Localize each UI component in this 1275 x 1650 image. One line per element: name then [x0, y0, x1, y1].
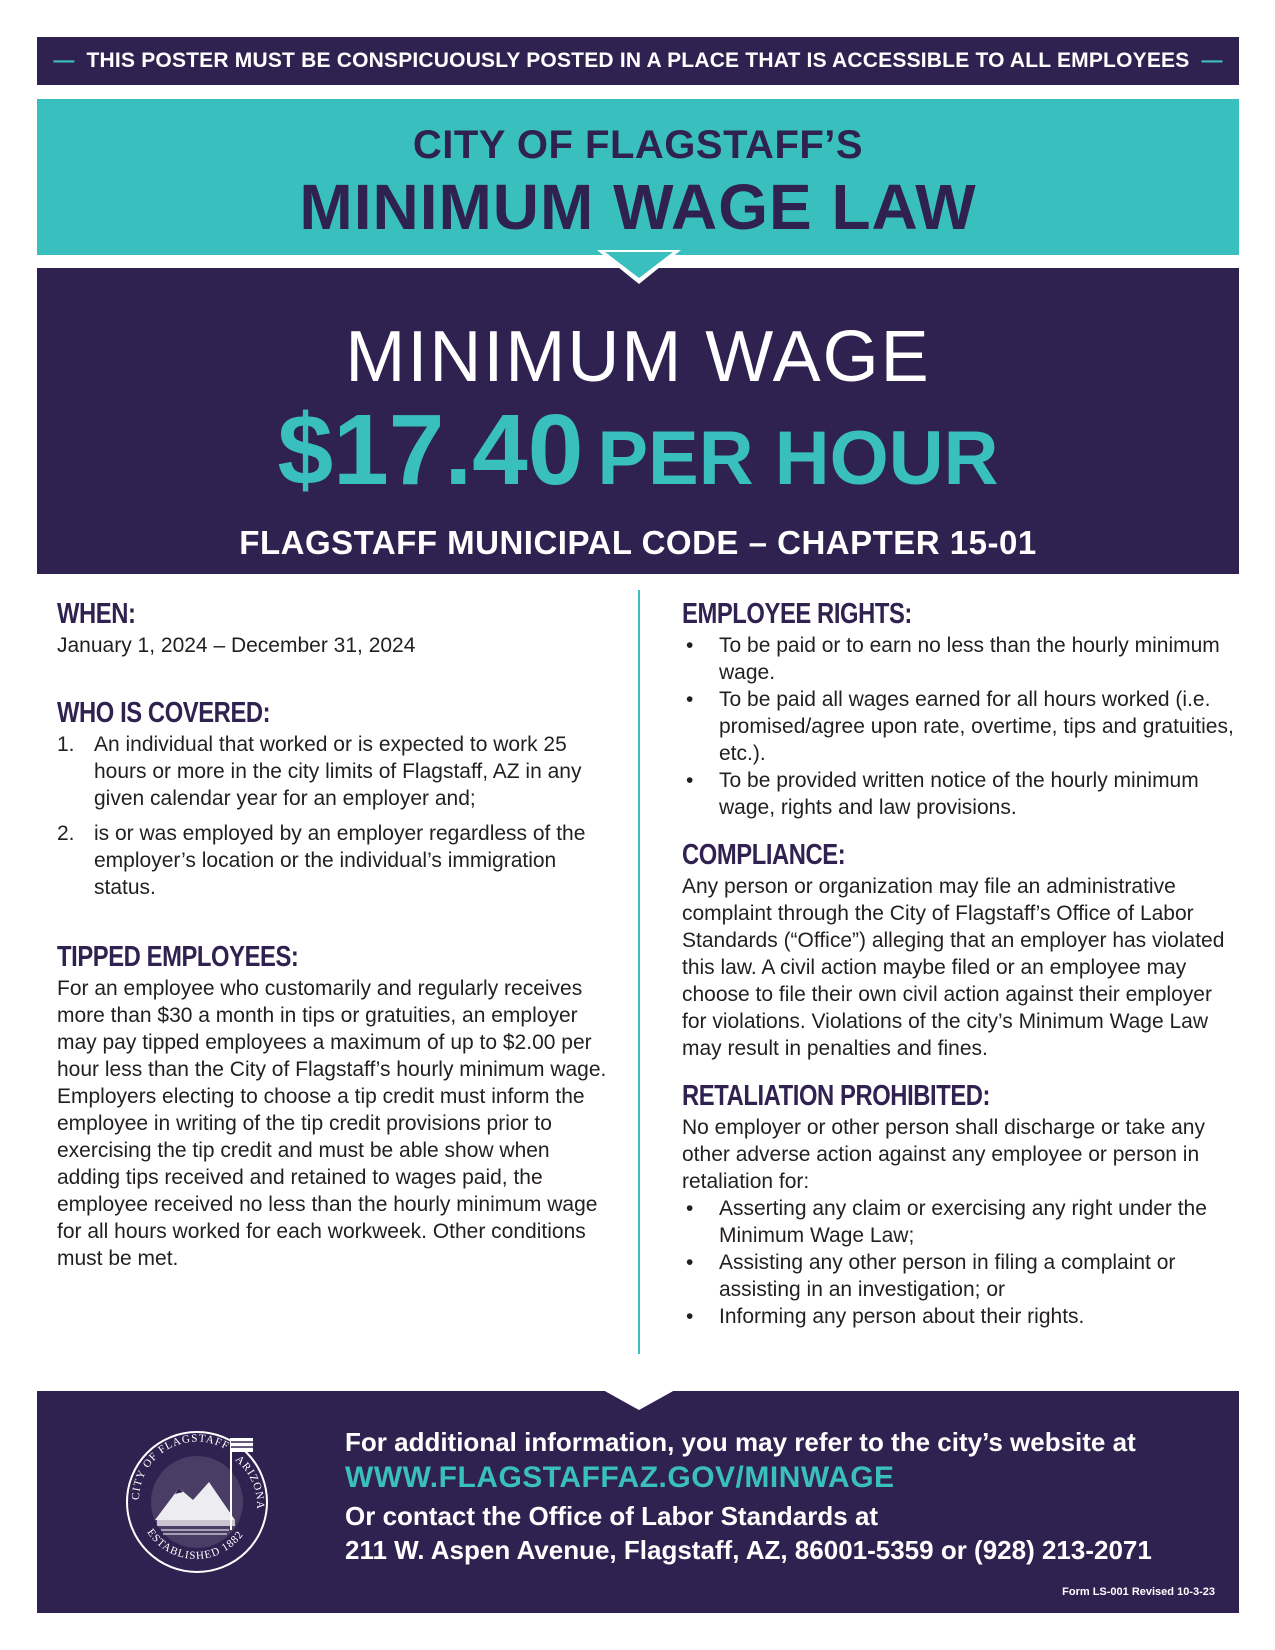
form-revision: Form LS-001 Revised 10-3-23	[1062, 1586, 1215, 1598]
posting-notice-banner	[37, 37, 1239, 85]
title-law: MINIMUM WAGE LAW	[299, 171, 977, 243]
covered-list	[57, 731, 617, 901]
left-column	[57, 596, 617, 1272]
when-dates: January 1, 2024 – December 31, 2024	[57, 634, 416, 657]
list-item: 1. An individual that worked or is expected to work 25 hours or more in the city limits of Flagstaff, AZ in any given calendar year for an employer and;	[57, 733, 582, 810]
rights-heading: EMPLOYEE RIGHTS:	[682, 598, 912, 630]
list-item: • To be provided written notice of the hourly minimum wage, rights and law provisions.	[686, 769, 1199, 819]
seal-bottom-text: ESTABLISHED 1882	[144, 1526, 247, 1563]
municipal-code: FLAGSTAFF MUNICIPAL CODE – CHAPTER 15-01	[239, 524, 1037, 561]
wage-rate	[37, 394, 1239, 506]
website-link[interactable]: WWW.FLAGSTAFFAZ.GOV/MINWAGE	[345, 1461, 895, 1494]
rights-list	[682, 632, 1242, 821]
list-item: • Asserting any claim or exercising any right under the Minimum Wage Law;	[686, 1197, 1207, 1247]
column-divider	[638, 590, 640, 1354]
list-item: 2. is or was employed by an employer regardless of the employer’s location or the individual’s immigration status.	[57, 822, 586, 899]
banner-text: THIS POSTER MUST BE CONSPICUOUSLY POSTED IN A PLACE THAT IS ACCESSIBLE TO ALL EMPLOYEES	[86, 49, 1190, 72]
list-item: • To be paid all wages earned for all hours worked (i.e. promised/agree upon rate, overtime, tips and gratuities, etc.).	[686, 688, 1234, 765]
title-city: CITY OF FLAGSTAFF’S	[412, 123, 864, 167]
tipped-heading: TIPPED EMPLOYEES:	[57, 941, 299, 973]
list-item: • Informing any person about their rights.	[686, 1305, 1085, 1328]
seal-top-text: CITY OF FLAGSTAFF	[129, 1432, 232, 1501]
tipped-text: For an employee who customarily and regularly receives more than $30 a month in tips or gratuities, an employer may pay tipped employees a maximum of up to $2.00 per hour less than the City of Flagstaff’s hourly minimum wage. Employers electing to choose a tip credit must inform the employee in writing of the tip credit provisions prior to exercising the tip credit and must be able show when adding tips received and retained to wages paid, the employee received no less than the hourly minimum wage for all hours worked for each workweek. Other conditions must be met.	[57, 977, 607, 1270]
compliance-text: Any person or organization may file an administrative complaint through the City of Flagstaff’s Office of Labor Standards (“Office”) alleging that an employer has violated this law. A civil action maybe filed or an employee may choose to file their own civil action against their employer for violations. Violations of the city’s Minimum Wage Law may result in penalties and fines.	[682, 875, 1225, 1060]
retaliation-heading: RETALIATION PROHIBITED:	[682, 1080, 991, 1112]
right-column	[682, 596, 1242, 1330]
seal-side-text: ARIZONA	[233, 1453, 266, 1510]
footer-chevron	[603, 1390, 675, 1410]
wage-unit: PER HOUR	[597, 416, 999, 501]
list-item: • Assisting any other person in filing a complaint or assisting in an investigation; or	[686, 1251, 1176, 1301]
footer-info-line: For additional information, you may refer to the city’s website at	[345, 1427, 1136, 1457]
compliance-heading: COMPLIANCE:	[682, 839, 846, 871]
title-header	[37, 99, 1239, 255]
footer-contact	[345, 1425, 1152, 1567]
covered-heading: WHO IS COVERED:	[57, 697, 271, 729]
banner-dash-left: —	[53, 49, 75, 72]
when-heading: WHEN:	[57, 598, 136, 630]
title-chevron	[605, 252, 673, 278]
wage-heading: MINIMUM WAGE	[345, 317, 931, 397]
footer-address: 211 W. Aspen Avenue, Flagstaff, AZ, 86001-5359 or (928) 213-2071	[345, 1535, 1152, 1565]
wage-amount: $17.40	[277, 394, 584, 506]
footer-contact-line: Or contact the Office of Labor Standards at	[345, 1501, 879, 1531]
retaliation-list	[682, 1195, 1242, 1330]
banner-dash-right: —	[1201, 49, 1223, 72]
list-item: • To be paid or to earn no less than the hourly minimum wage.	[686, 634, 1220, 684]
retaliation-intro: No employer or other person shall discharge or take any other adverse action against any employee or person in retaliation for:	[682, 1116, 1205, 1193]
city-seal-icon	[117, 1420, 277, 1580]
wage-panel	[37, 268, 1239, 574]
